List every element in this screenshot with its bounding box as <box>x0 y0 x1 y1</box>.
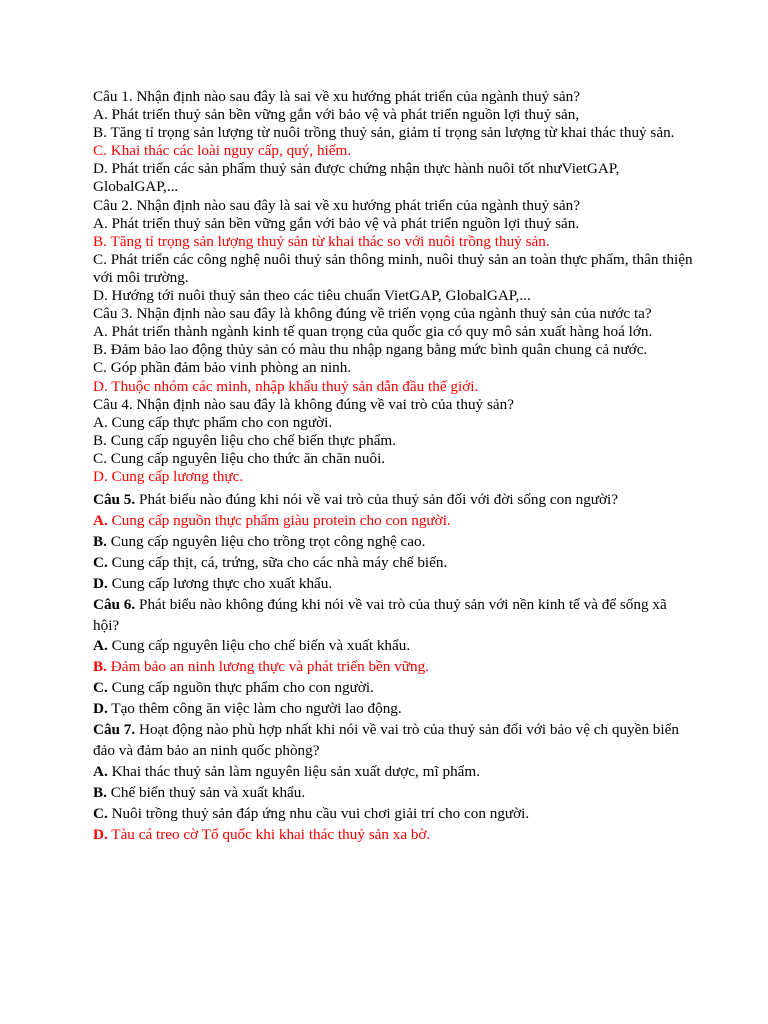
option-label: C. <box>93 679 108 697</box>
answer-option: A. Phát triển thuỷ sản bền vững gắn với bảo vệ và phát triển nguồn lợi thuỷ sản, <box>93 106 580 124</box>
answer-option: B. Đảm bảo lao động thủy sản có màu thu nhập ngang bằng mức bình quân chung cả nước. <box>93 341 648 359</box>
option-label: Câu 6. <box>93 595 136 613</box>
option-text: Cung cấp nguồn thực phẩm giàu protein cho con người. <box>107 511 451 529</box>
answer-option <box>93 574 693 595</box>
document-page <box>93 88 693 845</box>
correct-answer-option: D. Thuộc nhóm các minh, nhập khẩu thuỷ sản dẫn đầu thế giới. <box>93 377 479 395</box>
option-label: A. <box>93 511 108 529</box>
option-label: C. <box>93 804 108 822</box>
option-text: Phát biểu nào đúng khi nói về vai trò của thuỷ sản đối với đời sống con người? <box>135 491 619 509</box>
option-label: B. <box>93 658 107 676</box>
answer-option: B. Tăng tỉ trọng sản lượng từ nuôi trồng thuỷ sản, giảm tỉ trọng sản lượng từ khai thác thuỷ sản. <box>93 124 675 142</box>
question-text: Câu 1. Nhận định nào sau đây là sai về xu hướng phát triển của ngành thuỷ sản? <box>93 88 580 105</box>
option-label: B. <box>93 532 107 550</box>
answer-option: C. Góp phần đảm bảo vinh phòng an ninh. <box>93 359 352 377</box>
option-text: Cung cấp lương thực cho xuất khẩu. <box>107 574 333 592</box>
answer-option <box>93 699 693 720</box>
answer-option: A. Phát triển thành ngành kinh tế quan trọng của quốc gia có quy mô sản xuất hàng hoá lớn. <box>93 323 653 341</box>
questions-5-to-7 <box>93 490 693 845</box>
answer-option <box>93 553 693 574</box>
question-text <box>93 720 693 762</box>
question-text <box>93 490 693 511</box>
option-label: A. <box>93 762 108 780</box>
answer-option: B. Cung cấp nguyên liệu cho chế biến thực phẩm. <box>93 431 397 449</box>
correct-answer-option <box>93 825 693 846</box>
question-text: Câu 2. Nhận định nào sau đây là sai về xu hướng phát triển của ngành thuỷ sản? <box>93 196 580 214</box>
option-text: Tạo thêm công ăn việc làm cho người lao động. <box>107 700 402 718</box>
option-label: D. <box>93 700 108 718</box>
option-text: Chế biến thuỷ sản và xuất khẩu. <box>106 783 306 801</box>
question-text: Câu 3. Nhận định nào sau đây là không đúng về triển vọng của ngành thuỷ sản của nước ta? <box>93 305 652 323</box>
option-label: C. <box>93 553 108 571</box>
correct-answer-option <box>93 511 693 532</box>
answer-option: C. Phát triển các công nghệ nuôi thuỷ sản thông minh, nuôi thuỷ sản an toàn thực phẩm, thân thiện với môi trường. <box>93 250 693 286</box>
question-text <box>93 595 693 637</box>
answer-option <box>93 762 693 783</box>
answer-option <box>93 804 693 825</box>
answer-option <box>93 636 693 657</box>
questions-1-to-4 <box>93 88 693 486</box>
option-label: B. <box>93 783 107 801</box>
option-label: D. <box>93 574 108 592</box>
correct-answer-option: C. Khai thác các loài nguy cấp, quý, hiếm. <box>93 142 352 160</box>
answer-option <box>93 532 693 553</box>
option-text: Cung cấp nguyên liệu cho trồng trọt công nghệ cao. <box>106 532 426 550</box>
option-label: A. <box>93 637 108 655</box>
option-text: Phát biểu nào không đúng khi nói về vai trò của thuỷ sản với nền kinh tế và để sống xã hội? <box>93 595 667 634</box>
option-label: Câu 7. <box>93 721 136 739</box>
option-text: Tàu cá treo cờ Tổ quốc khi khai thác thuỷ sản xa bờ. <box>107 825 431 843</box>
option-text: Nuôi trồng thuỷ sản đáp ứng nhu cầu vui chơi giải trí cho con người. <box>107 804 530 822</box>
answer-option: A. Phát triển thuỷ sản bền vững gắn với bảo vệ và phát triển nguồn lợi thuỷ sản. <box>93 214 580 232</box>
option-text: Hoạt động nào phù hợp nhất khi nói về vai trò của thuỷ sản đối với bảo vệ ch quyền biển đảo và đảm bảo an ninh quốc phòng? <box>93 721 679 759</box>
answer-option: D. Phát triển các sản phẩm thuỷ sản được chứng nhận thực hành nuôi tốt nhưVietGAP, GlobalGAP,... <box>93 160 620 196</box>
option-text: Cung cấp nguyên liệu cho chế biến và xuất khẩu. <box>107 637 411 655</box>
option-text: Đảm bảo an ninh lương thực và phát triển bền vững. <box>106 658 429 676</box>
question-text: Câu 4. Nhận định nào sau đây là không đúng về vai trò của thuỷ sản? <box>93 395 514 413</box>
answer-option <box>93 678 693 699</box>
answer-option: C. Cung cấp nguyên liệu cho thức ăn chăn nuôi. <box>93 449 386 467</box>
option-text: Khai thác thuỷ sản làm nguyên liệu sản xuất dược, mĩ phẩm. <box>107 762 481 780</box>
answer-option: D. Hướng tới nuôi thuỷ sản theo các tiêu chuẩn VietGAP, GlobalGAP,... <box>93 287 531 305</box>
answer-option <box>93 783 693 804</box>
correct-answer-option <box>93 657 693 678</box>
option-label: D. <box>93 825 108 843</box>
correct-answer-option: D. Cung cấp lương thực. <box>93 467 244 485</box>
option-text: Cung cấp nguồn thực phẩm cho con người. <box>107 679 374 697</box>
option-label: Câu 5. <box>93 491 136 509</box>
answer-option: A. Cung cấp thực phẩm cho con người. <box>93 413 333 431</box>
correct-answer-option: B. Tăng tỉ trọng sản lượng thuỷ sản từ khai thác so với nuôi trồng thuỷ sản. <box>93 232 550 250</box>
option-text: Cung cấp thịt, cá, trứng, sữa cho các nhà máy chế biến. <box>107 553 448 571</box>
